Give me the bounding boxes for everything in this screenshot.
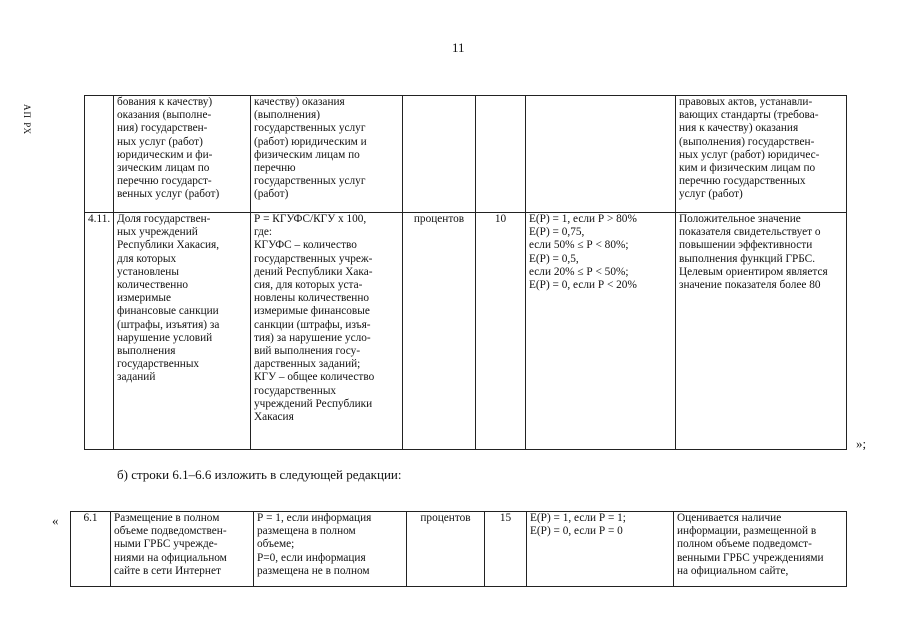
row-number: 4.11. (85, 213, 114, 450)
amendment-intro-text: б) строки 6.1–6.6 изложить в следующей редакции: (117, 467, 402, 482)
table-row (71, 512, 847, 587)
indicator-note: Положительное значение показателя свидетельствует о повышении эффективности выполнения функций ГРБС. Целевым ориентиром является значение показателя более 80 (676, 213, 847, 450)
indicator-name: Размещение в полном объеме подведомствен- ными ГРБС учрежде- ниями на официальном сайте в сети Интернет (111, 512, 254, 587)
indicators-table-new-edition (70, 511, 847, 587)
closing-quote: »; (856, 436, 867, 451)
indicator-weight (476, 96, 526, 213)
indicator-unit (403, 96, 476, 213)
indicator-formula: Р = КГУФС/КГУ х 100, где: КГУФС – количество государственных учреж- дений Республики Хака- сия, для которых уста- новлены количественно измеримые финансовые санкции (штрафы, изъя- тия) за нарушение усло- вий выполнения госу- дарственных заданий; КГУ – общее количество государственных учреждений Республики Хакасия (251, 213, 403, 450)
table-row (85, 96, 847, 213)
page-number: 11 (452, 40, 465, 55)
indicator-unit: процентов (407, 512, 485, 587)
indicator-note: Оценивается наличие информации, размещенной в полном объеме подведомст- венными ГРБС учреждениями на официальном сайте, (674, 512, 847, 587)
indicators-table-continued (84, 95, 847, 450)
indicator-note: правовых актов, устанавли- вающих стандарты (требова- ния к качеству) оказания (выполнения) государствен- ных услуг (работ) юридичес- ким и физическим лицам по перечню государственных услуг (работ) (676, 96, 847, 213)
indicator-evaluation (526, 96, 676, 213)
row-number: 6.1 (71, 512, 111, 587)
indicator-formula: качеству) оказания (выполнения) государственных услуг (работ) юридическим и физическим лицам по перечню государственных услуг (работ) (251, 96, 403, 213)
table-row (85, 213, 847, 450)
row-number (85, 96, 114, 213)
side-code: АП РХ (22, 104, 32, 136)
indicator-formula: Р = 1, если информация размещена в полном объеме; Р=0, если информация размещена не в полном (254, 512, 407, 587)
indicator-weight: 10 (476, 213, 526, 450)
indicator-name: бования к качеству) оказания (выполне- ния) государствен- ных услуг (работ) юридическим и фи- зическим лицам по перечню государст- венных услуг (работ) (114, 96, 251, 213)
indicator-unit: процентов (403, 213, 476, 450)
indicator-evaluation: Е(Р) = 1, если Р = 1; Е(Р) = 0, если Р = 0 (527, 512, 674, 587)
opening-quote: « (52, 513, 59, 528)
indicator-evaluation: Е(Р) = 1, если Р > 80% Е(Р) = 0,75, если 50% ≤ Р < 80%; Е(Р) = 0,5, если 20% ≤ Р < 50%; Е(Р) = 0, если Р < 20% (526, 213, 676, 450)
indicator-weight: 15 (485, 512, 527, 587)
indicator-name: Доля государствен- ных учреждений Республики Хакасия, для которых установлены количественно измеримые финансовые санкции (штрафы, изъятия) за нарушение условий выполнения государственных заданий (114, 213, 251, 450)
